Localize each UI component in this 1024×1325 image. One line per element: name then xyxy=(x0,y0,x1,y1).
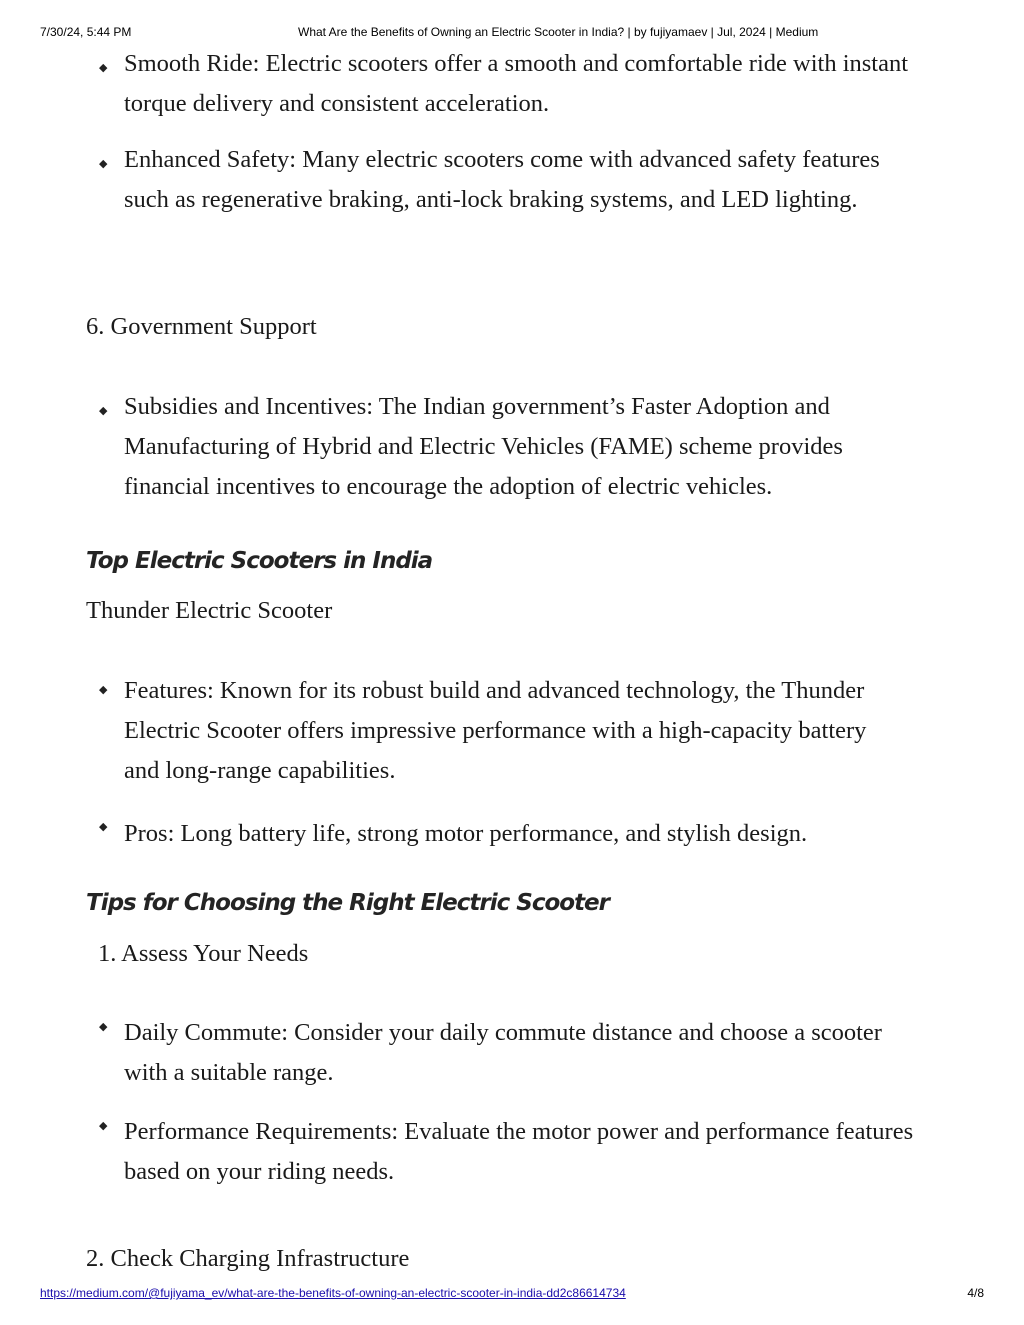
list-item-government-support: 6. Government Support xyxy=(86,313,317,340)
footer-page-url-link[interactable]: https://medium.com/@fujiyama_ev/what-are-the-benefits-of-owning-an-electric-scooter-in-india-dd2c86614734 xyxy=(40,1286,626,1300)
list-item-assess-needs: 1. Assess Your Needs xyxy=(98,940,309,967)
bullet-features: Features: Known for its robust build and advanced technology, the Thunder Electric Scooter offers impressive performance with a high-capacity battery and long-range capabilities. xyxy=(124,677,867,784)
bullet-diamond-icon: ◆ xyxy=(99,405,108,417)
bullet-subsidies: Subsidies and Incentives: The Indian government’s Faster Adoption and Manufacturing of Hybrid and Electric Vehicles (FAME) scheme provides financial incentives to encourage the adoption of electric vehicles. xyxy=(124,393,843,500)
bullet-diamond-icon: ◆ xyxy=(99,684,108,696)
print-date: 7/30/24, 5:44 PM xyxy=(40,25,132,39)
page-number: 4/8 xyxy=(967,1286,984,1300)
bullet-diamond-icon: ◆ xyxy=(99,821,108,833)
list-item-charging-infrastructure: 2. Check Charging Infrastructure xyxy=(86,1245,410,1272)
bullet-diamond-icon: ◆ xyxy=(99,62,108,74)
bullet-diamond-icon: ◆ xyxy=(99,1021,108,1033)
bullet-diamond-icon: ◆ xyxy=(99,1120,108,1132)
bullet-smooth-ride: Smooth Ride: Electric scooters offer a smooth and comfortable ride with instant torque delivery and consistent acceleration. xyxy=(124,50,909,117)
bullet-diamond-icon: ◆ xyxy=(99,158,108,170)
bullet-daily-commute: Daily Commute: Consider your daily commute distance and choose a scooter with a suitable range. xyxy=(124,1019,882,1086)
section-heading-tips: Tips for Choosing the Right Electric Scooter xyxy=(86,890,610,916)
print-page-title: What Are the Benefits of Owning an Electric Scooter in India? | by fujiyamaev | Jul, 2024 | Medium xyxy=(298,25,819,39)
bullet-pros: Pros: Long battery life, strong motor performance, and stylish design. xyxy=(124,820,808,847)
bullet-performance-requirements: Performance Requirements: Evaluate the motor power and performance features based on your riding needs. xyxy=(124,1118,914,1185)
bullet-enhanced-safety: Enhanced Safety: Many electric scooters come with advanced safety features such as regenerative braking, anti-lock braking systems, and LED lighting. xyxy=(124,146,880,213)
section-heading-top-scooters: Top Electric Scooters in India xyxy=(86,548,433,574)
paragraph-thunder-scooter: Thunder Electric Scooter xyxy=(86,597,333,624)
